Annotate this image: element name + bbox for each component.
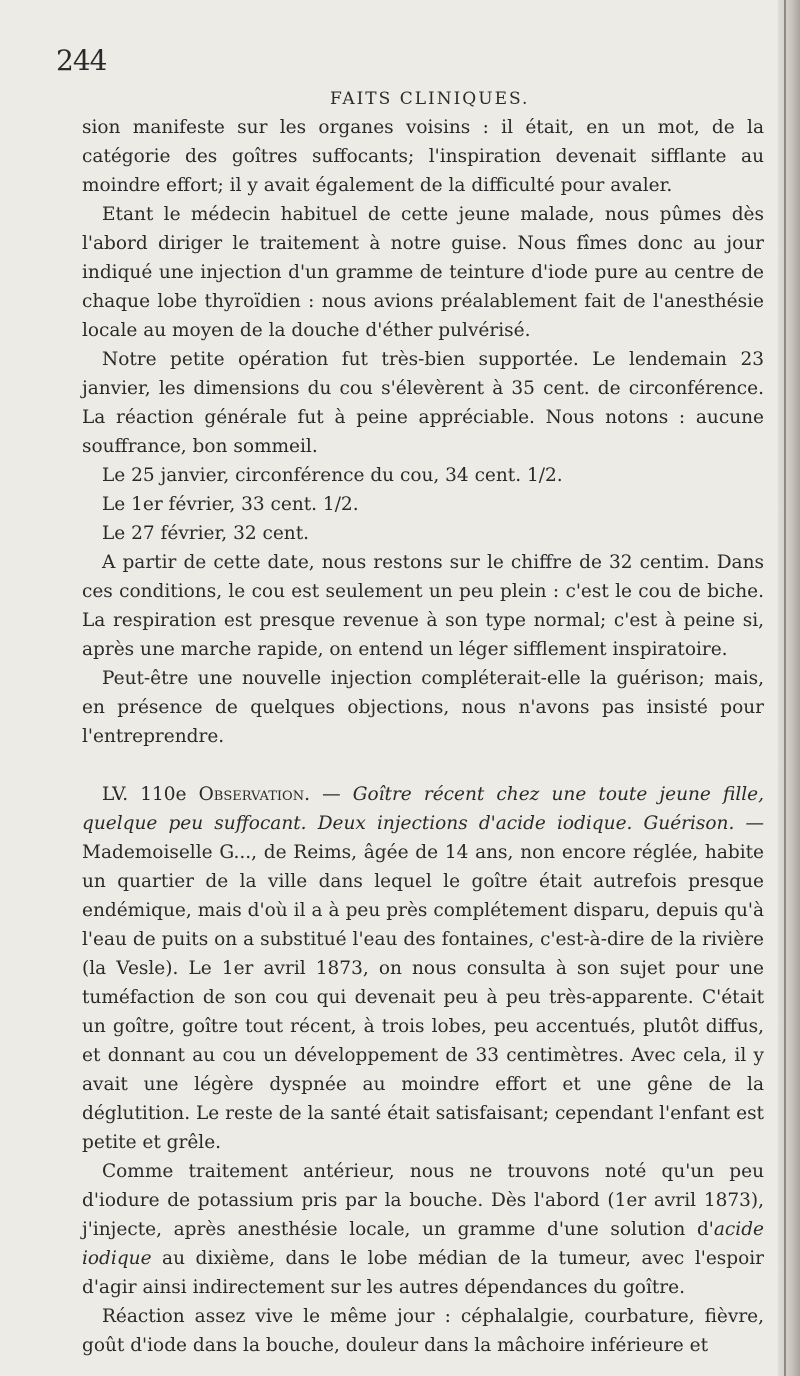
- page-edge-line: [784, 0, 786, 1376]
- paragraph-11: Réaction assez vive le même jour : céphalalgie, courbature, fièvre, goût d'iode dans la bouche, douleur dans la mâchoire inférieure et: [82, 1306, 764, 1356]
- observation-dash: —: [309, 784, 353, 805]
- paragraph-3: Notre petite opération fut très-bien supportée. Le lendemain 23 janvier, les dimensions du cou s'élevèrent à 35 cent. de circonférence. La réaction générale fut à peine appréciable. Nous notons : aucune souffrance, bon sommeil.: [82, 349, 764, 457]
- paragraph-10: [82, 1157, 764, 1302]
- observation-paragraph: [82, 780, 764, 1157]
- paragraph-6: Le 27 février, 32 cent.: [102, 523, 310, 544]
- paragraph-7: A partir de cette date, nous restons sur le chiffre de 32 centim. Dans ces conditions, le cou est seulement un peu plein : c'est le cou de biche. La respiration est presque revenue à son type normal; c'est à peine si, après une marche rapide, on entend un léger sifflement inspiratoire.: [82, 552, 764, 660]
- page-number: 244: [56, 44, 107, 77]
- paragraph-10-start: Comme traitement antérieur, nous ne trouvons noté qu'un peu d'iodure de potassium pris par la bouche. Dès l'abord (1er avril 1873), j'injecte, après anesthésie locale, un gramme d'une solution d': [82, 1161, 764, 1240]
- paragraph-10-end: au dixième, dans le lobe médian de la tumeur, avec l'espoir d'agir ainsi indirectement sur les autres dépendances du goître.: [82, 1248, 764, 1298]
- paragraph-2: Etant le médecin habituel de cette jeune malade, nous pûmes dès l'abord diriger le traitement à notre guise. Nous fîmes donc au jour indiqué une injection d'un gramme de teinture d'iode pure au centre de chaque lobe thyroïdien : nous avions préalablement fait de l'anesthésie locale au moyen de la douche d'éther pulvérisé.: [82, 204, 764, 341]
- observation-number: LV. 110e: [102, 784, 187, 805]
- paragraph-4: Le 25 janvier, circonférence du cou, 34 cent. 1/2.: [102, 465, 563, 486]
- paragraph-5: Le 1er février, 33 cent. 1/2.: [102, 494, 359, 515]
- observation-title: Goître récent chez une toute jeune fille, quelque peu suffocant. Deux injections d'acide iodique. Guérison.: [82, 784, 764, 834]
- observation-text: — Mademoiselle G..., de Reims, âgée de 14 ans, non encore réglée, habite un quartier de la ville dans lequel le goître était autrefois presque endémique, mais d'où il a à peu près complétement disparu, depuis qu'à l'eau de puits on a substitué l'eau des fontaines, c'est-à-dire de la rivière (la Vesle). Le 1er avril 1873, on nous consulta à son sujet pour une tuméfaction de son cou qui devenait peu à peu très-apparente. C'était un goître, goître tout récent, à trois lobes, peu accentués, plutôt diffus, et donnant au cou un développement de 33 centimètres. Avec cela, il y avait une légère dyspnée au moindre effort et une gêne de la déglutition. Le reste de la santé était satisfaisant; cependant l'enfant est petite et grêle.: [82, 813, 764, 1153]
- observation-label: Observation.: [198, 784, 310, 805]
- paragraph-1: sion manifeste sur les organes voisins : il était, en un mot, de la catégorie des goîtres suffocants; l'inspiration devenait sifflante au moindre effort; il y avait également de la difficulté pour avaler.: [82, 117, 764, 196]
- paragraph-10-italic: acide iodique: [82, 1219, 764, 1269]
- running-title: FAITS CLINIQUES.: [330, 89, 530, 109]
- paragraph-8: Peut-être une nouvelle injection compléterait-elle la guérison; mais, en présence de quelques objections, nous n'avons pas insisté pour l'entreprendre.: [82, 668, 764, 747]
- body-text: [82, 113, 764, 1360]
- page-edge-shadow: [778, 0, 800, 1376]
